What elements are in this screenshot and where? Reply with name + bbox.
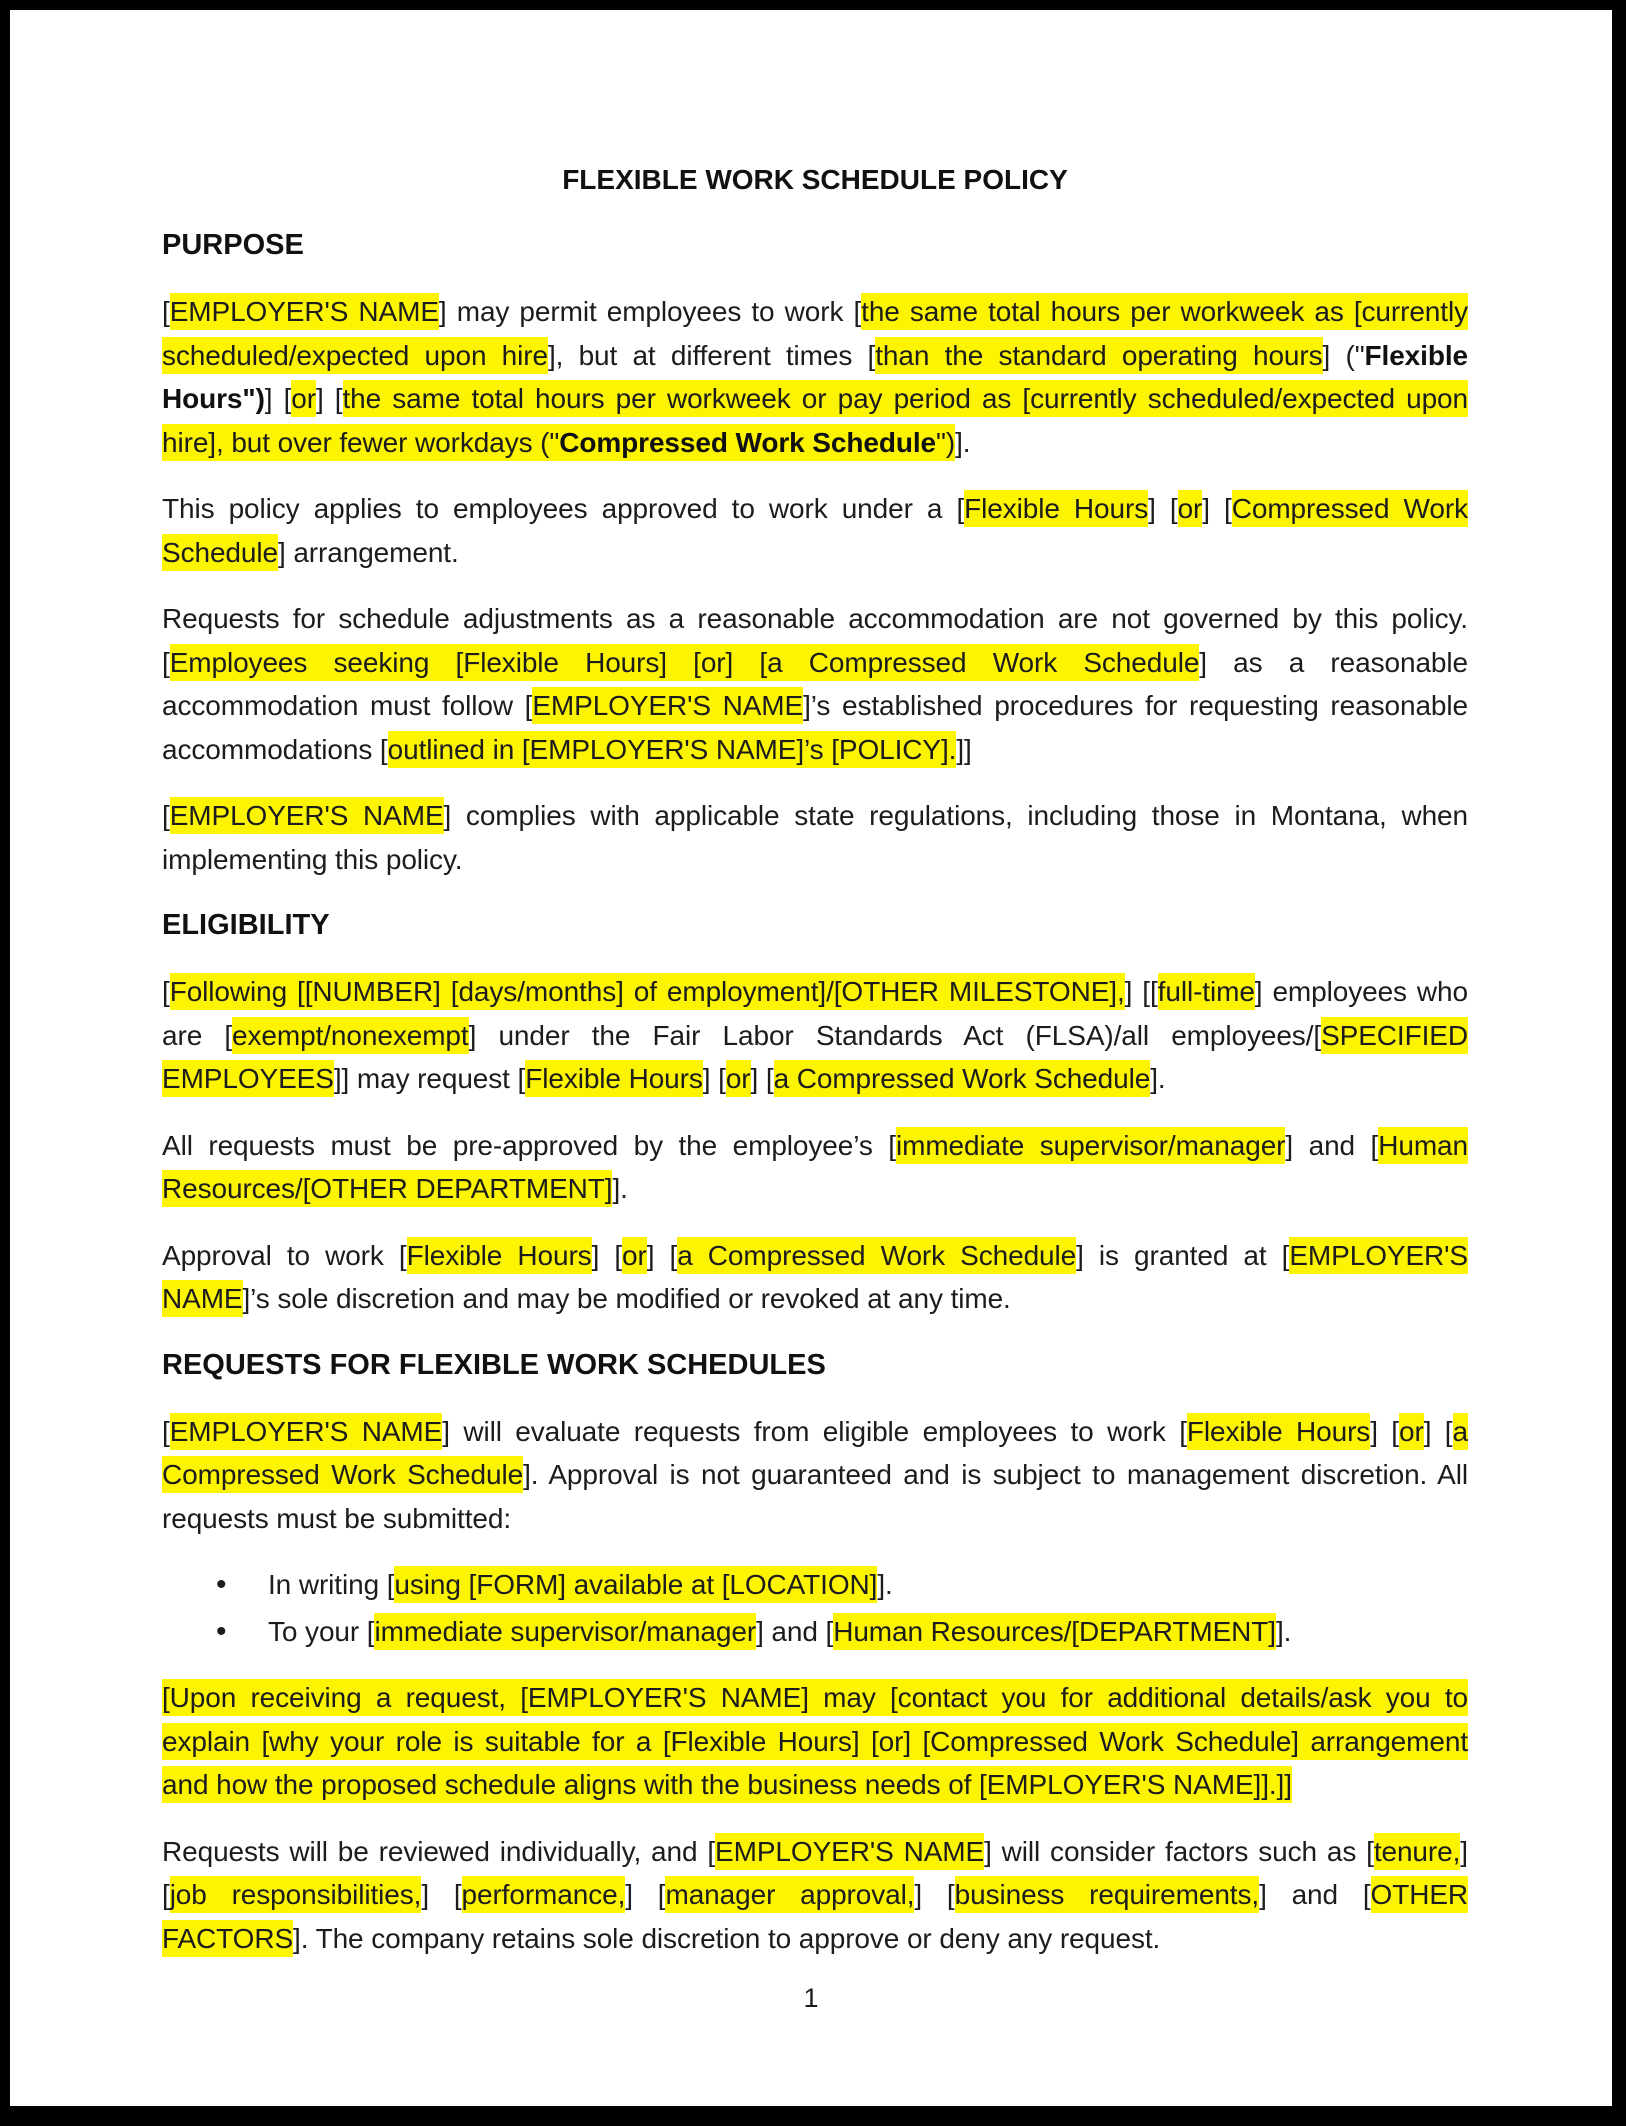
section-heading-purpose: PURPOSE bbox=[162, 229, 304, 261]
text-segment: [ bbox=[162, 296, 170, 327]
text-segment: ] [ bbox=[1148, 493, 1178, 524]
text-segment: ] [[ bbox=[1124, 976, 1158, 1007]
text-segment: ] (" bbox=[1322, 339, 1365, 371]
highlighted-text: EMPLOYER'S NAME bbox=[170, 293, 439, 330]
highlighted-text: Compressed Work Schedule bbox=[559, 424, 936, 461]
text-segment: ] and [ bbox=[756, 1615, 834, 1647]
text-segment: ], but at different times [ bbox=[547, 339, 876, 371]
highlighted-text: immediate supervisor/manager bbox=[896, 1127, 1285, 1164]
highlighted-text: than the standard operating hours bbox=[875, 337, 1322, 374]
highlighted-text: Following [[NUMBER] [days/months] of employment]/[OTHER MILESTONE], bbox=[170, 973, 1125, 1010]
highlighted-text: tenure, bbox=[1374, 1833, 1460, 1870]
highlighted-text: a Compressed Work Schedule bbox=[677, 1237, 1076, 1274]
highlighted-text: EMPLOYER'S NAME bbox=[170, 797, 444, 834]
text-segment: ] and [ bbox=[1259, 1879, 1371, 1910]
highlighted-text: Employees seeking [Flexible Hours] [or] [a Compressed Work Schedule bbox=[170, 644, 1200, 681]
highlighted-text: Human Resources/[OTHER DEPARTMENT] bbox=[162, 1127, 1468, 1208]
text-segment: ]] bbox=[956, 733, 972, 765]
text-segment: To your [ bbox=[268, 1615, 375, 1647]
text-segment: ] [ bbox=[316, 383, 343, 414]
text-segment: ]’s sole discretion and may be modified or revoked at any time. bbox=[242, 1283, 1011, 1314]
text-segment: Requests will be reviewed individually, and [ bbox=[162, 1835, 716, 1867]
paragraph-pre-approval bbox=[162, 1124, 1468, 1211]
text-segment: [ bbox=[162, 976, 170, 1007]
page-number: 1 bbox=[803, 1983, 819, 2013]
paragraph-state-regulations bbox=[162, 794, 1468, 881]
highlighted-text: Flexible Hours bbox=[407, 1237, 592, 1274]
text-segment: ] [ bbox=[750, 1063, 774, 1094]
paragraph-accommodation bbox=[162, 597, 1468, 771]
section-heading-requests: REQUESTS FOR FLEXIBLE WORK SCHEDULES bbox=[162, 1348, 826, 1381]
paragraph-approval-discretion bbox=[162, 1234, 1468, 1321]
text-segment: [ bbox=[162, 800, 170, 831]
highlighted-text: exempt/nonexempt bbox=[232, 1017, 469, 1054]
text-segment: ]. bbox=[955, 426, 971, 458]
text-segment: ] [ bbox=[1202, 493, 1232, 524]
paragraph-evaluate-requests bbox=[162, 1410, 1468, 1541]
highlighted-text: immediate supervisor/manager bbox=[374, 1613, 756, 1650]
highlighted-text: the same total hours per workweek or pay period as [currently scheduled/expected upon hire], but over fewer workdays (" bbox=[162, 380, 1468, 461]
highlighted-text: Flexible Hours bbox=[525, 1060, 703, 1097]
highlighted-text: OTHER FACTORS bbox=[162, 1876, 1468, 1957]
highlighted-text: a Compressed Work Schedule bbox=[774, 1060, 1151, 1097]
text-segment: ]] may request [ bbox=[333, 1063, 526, 1094]
text-segment: ] employees who are [ bbox=[162, 976, 1468, 1051]
highlighted-text: SPECIFIED EMPLOYEES bbox=[162, 1017, 1468, 1098]
paragraph-eligibility-criteria bbox=[162, 970, 1468, 1101]
text-segment: ] and [ bbox=[1285, 1129, 1379, 1161]
text-segment: [ bbox=[162, 1415, 170, 1447]
text-segment: ] [ bbox=[1423, 1415, 1453, 1447]
text-segment: ] [ bbox=[702, 1063, 726, 1094]
highlighted-text: business requirements, bbox=[955, 1876, 1259, 1913]
paragraph-applies bbox=[162, 487, 1468, 574]
text-segment: ]’s established procedures for requesting reasonable accommodations [ bbox=[162, 690, 1468, 765]
highlighted-text: outlined in [EMPLOYER'S NAME]’s [POLICY]. bbox=[388, 731, 957, 768]
highlighted-text: Human Resources/[DEPARTMENT] bbox=[833, 1613, 1276, 1650]
highlighted-text: ") bbox=[936, 424, 955, 461]
highlighted-text: EMPLOYER'S NAME bbox=[162, 1237, 1468, 1318]
text-segment: ] [ bbox=[421, 1879, 462, 1910]
text-segment: ] [ bbox=[591, 1239, 623, 1271]
text-segment: ] [ bbox=[914, 1879, 955, 1910]
highlighted-text: manager approval, bbox=[665, 1876, 914, 1913]
highlighted-text: or bbox=[1178, 490, 1203, 527]
highlighted-text: Compressed Work Schedule bbox=[162, 490, 1468, 571]
document-content bbox=[10, 10, 1612, 1960]
highlighted-text: or bbox=[622, 1237, 647, 1274]
highlighted-text: Flexible Hours bbox=[1187, 1413, 1370, 1450]
text-segment: ] may permit employees to work [ bbox=[438, 296, 862, 327]
text-segment: ] arrangement. bbox=[277, 536, 459, 568]
text-segment: ] [ bbox=[625, 1879, 666, 1910]
text-segment: Approval to work [ bbox=[162, 1239, 407, 1271]
highlighted-text: performance, bbox=[462, 1876, 626, 1913]
text-segment: ] [ bbox=[646, 1239, 678, 1271]
text-segment: ] will evaluate requests from eligible employees to work [ bbox=[442, 1415, 1187, 1447]
paragraph-upon-receiving bbox=[162, 1676, 1468, 1807]
text-segment: ] complies with applicable state regulations, including those in Montana, when implementing this policy. bbox=[162, 800, 1468, 875]
text-segment: ] [ bbox=[162, 1835, 1468, 1910]
text-segment: This policy applies to employees approved to work under a [ bbox=[162, 493, 965, 524]
highlighted-text: job responsibilities, bbox=[170, 1876, 422, 1913]
highlighted-text: or bbox=[291, 380, 316, 417]
highlighted-text: EMPLOYER'S NAME bbox=[532, 687, 803, 724]
highlighted-text: EMPLOYER'S NAME bbox=[170, 1413, 443, 1450]
highlighted-text: a Compressed Work Schedule bbox=[162, 1413, 1468, 1494]
highlighted-text: the same total hours per workweek as [currently scheduled/expected upon hire bbox=[162, 293, 1468, 374]
text-segment: ] is granted at [ bbox=[1076, 1239, 1290, 1271]
text-segment: All requests must be pre-approved by the employee’s [ bbox=[162, 1129, 896, 1161]
list-item-to-your bbox=[268, 1610, 1468, 1654]
text-segment: ]. bbox=[612, 1173, 628, 1204]
text-segment: ] [ bbox=[264, 383, 292, 414]
paragraph-permit bbox=[162, 290, 1468, 464]
text-segment: ]. bbox=[877, 1569, 893, 1600]
text-segment: Requests for schedule adjustments as a reasonable accommodation are not governed by this policy. [ bbox=[162, 603, 1468, 678]
text-segment: ] under the Fair Labor Standards Act (FLSA)/all employees/[ bbox=[468, 1019, 1322, 1051]
highlighted-text: using [FORM] available at [LOCATION] bbox=[394, 1566, 877, 1603]
text-segment: Flexible Hours") bbox=[162, 339, 1468, 414]
text-segment: ] as a reasonable accommodation must follow [ bbox=[162, 646, 1468, 721]
text-segment: ]. bbox=[1275, 1615, 1292, 1647]
highlighted-text: full-time bbox=[1158, 973, 1255, 1010]
text-segment: In writing [ bbox=[268, 1569, 395, 1600]
text-segment: ]. bbox=[1150, 1063, 1166, 1094]
section-heading-eligibility: ELIGIBILITY bbox=[162, 909, 330, 941]
paragraph-review-factors bbox=[162, 1830, 1468, 1961]
highlighted-text: Flexible Hours bbox=[964, 490, 1148, 527]
highlighted-text: or bbox=[726, 1060, 751, 1097]
text-segment: ] [ bbox=[1370, 1415, 1399, 1447]
list-item-in-writing bbox=[268, 1563, 1468, 1607]
document-title: FLEXIBLE WORK SCHEDULE POLICY bbox=[562, 164, 1068, 195]
highlighted-text: [Upon receiving a request, [EMPLOYER'S NAME] may [contact you for additional details/ask you to explain [why your role is suitable for a [Flexible Hours] [or] [Compressed Work Schedule] arrangement and how the proposed schedule aligns with the business needs of [EMPLOYER'S NAME]].]] bbox=[162, 1679, 1468, 1803]
text-segment: ]. Approval is not guaranteed and is subject to management discretion. All requests must be submitted: bbox=[162, 1459, 1468, 1534]
bullet-list bbox=[162, 1563, 1468, 1653]
text-segment: ] will consider factors such as [ bbox=[984, 1835, 1374, 1867]
text-segment: ]. The company retains sole discretion to approve or deny any request. bbox=[293, 1922, 1161, 1954]
highlighted-text: EMPLOYER'S NAME bbox=[715, 1833, 984, 1870]
highlighted-text: or bbox=[1399, 1413, 1424, 1450]
